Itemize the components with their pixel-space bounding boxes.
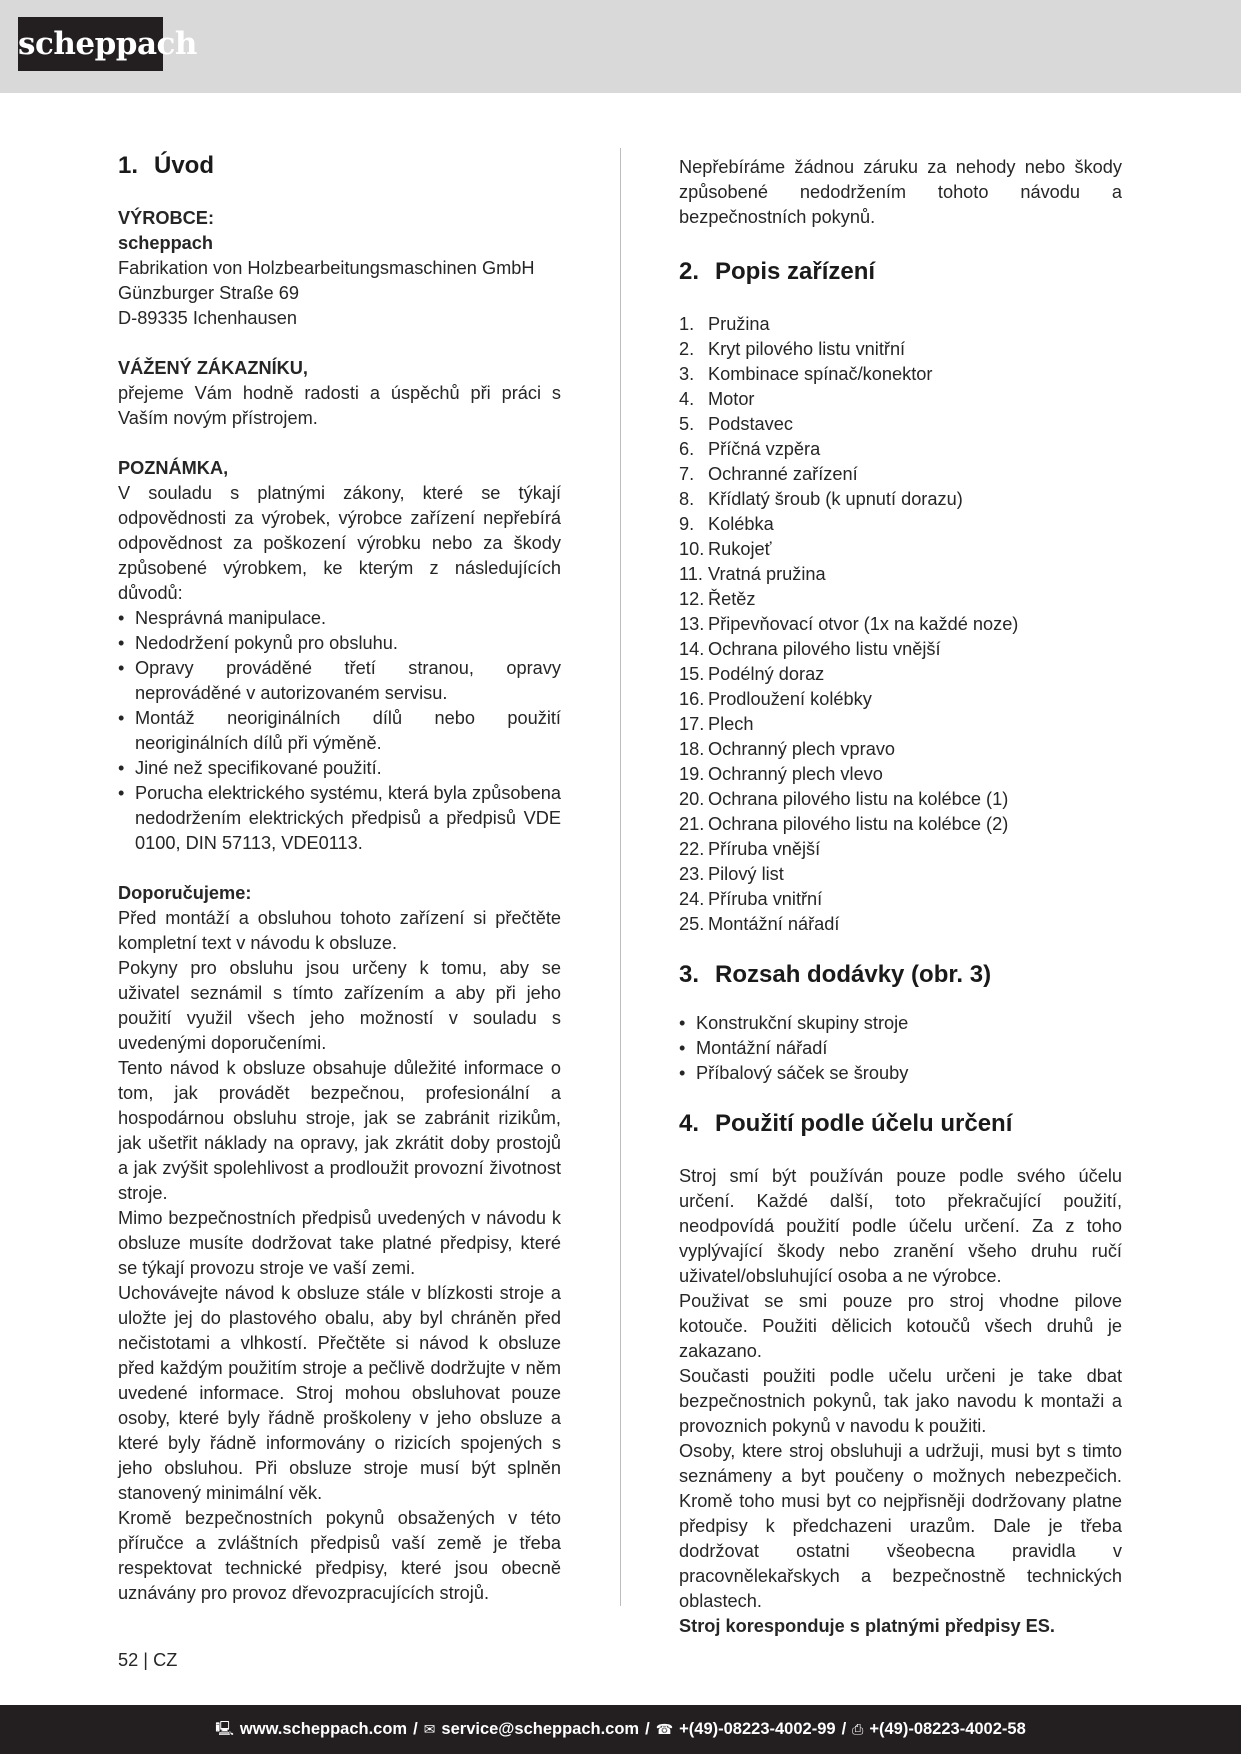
section-number: 2. (679, 258, 700, 285)
part-number: 22. (679, 839, 705, 859)
list-item: • Porucha elektrického systému, která byla způsobena nedodržením elektrických předpisů a předpisů VDE 0100, DIN 57113, VDE0113. (118, 781, 561, 856)
part-name: Podélný doraz (708, 664, 825, 684)
recommend-paragraph: Tento návod k obsluze obsahuje důležité informace o tom, jak provádět bezpečnou, profesionální a hospodárnou obsluhu stroje, jak se zabránit rizikům, jak ušetřit náklady na opravy, jak zkrátit doby prostojů a jak zvýšit spolehlivost a prodloužit provozní životnost stroje. (118, 1058, 561, 1203)
dear-customer-label: VÁŽENÝ ZÁKAZNÍKU, (118, 358, 308, 378)
part-number: 19. (679, 764, 705, 784)
fax-icon: ⎙ (852, 1721, 864, 1737)
address-line: Fabrikation von Holzbearbeitungsmaschinen GmbH (118, 258, 535, 278)
section-title: Popis zařízení (715, 258, 876, 285)
part-number: 9. (679, 514, 695, 534)
computer-icon: 🖳 (215, 1719, 234, 1736)
parts-list-item (679, 537, 1122, 562)
part-name: Prodloužení kolébky (708, 689, 872, 709)
parts-list-item (679, 612, 1122, 637)
parts-list-item (679, 687, 1122, 712)
recommend-paragraph: Kromě bezpečnostních pokynů obsažených v této příručce a zvláštních předpisů vaší země je třeba respektovat technické předpisy, které jsou obecně uznávány pro provoz dřevozpracujících strojů. (118, 1508, 561, 1603)
mail-icon: ✉ (423, 1721, 436, 1737)
email-link[interactable]: service@scheppach.com (441, 1720, 640, 1738)
part-number: 12. (679, 589, 705, 609)
part-name: Pilový list (708, 864, 784, 884)
parts-list-item (679, 762, 1122, 787)
part-number: 15. (679, 664, 705, 684)
parts-list (679, 312, 1122, 937)
parts-list-item (679, 362, 1122, 387)
parts-list-item (679, 312, 1122, 337)
use-paragraph: Osoby, ktere stroj obsluhuji a udržuji, musi byt s timto seznámeny a byt poučeny o možnych nebezpečich. Kromě toho musi byt co nejpřisněji dodržovany platne předpisy k předchazeni urazům. Dale je třeba dodržovat ostatni všeobecna pravidla v pracovnělekařskych a bezpečnostně technických oblastech. (679, 1441, 1122, 1611)
part-name: Montážní nářadí (708, 914, 840, 934)
part-name: Kombinace spínač/konektor (708, 364, 933, 384)
header-band (0, 0, 1241, 93)
part-name: Podstavec (708, 414, 793, 434)
part-number: 25. (679, 914, 705, 934)
part-number: 18. (679, 739, 705, 759)
list-item: • Příbalový sáček se šrouby (679, 1061, 1122, 1086)
part-name: Ochranné zařízení (708, 464, 858, 484)
parts-list-item (679, 712, 1122, 737)
page-num: 52 (118, 1650, 139, 1670)
part-number: 1. (679, 314, 695, 334)
address-line: Günzburger Straße 69 (118, 283, 299, 303)
part-number: 14. (679, 639, 705, 659)
manufacturer-name: scheppach (118, 233, 214, 253)
part-number: 3. (679, 364, 695, 384)
parts-list-item (679, 862, 1122, 887)
part-number: 23. (679, 864, 705, 884)
parts-list-item (679, 437, 1122, 462)
dear-customer-text: přejeme Vám hodně radosti a úspěchů při práci s Vaším novým přístrojem. (118, 383, 561, 428)
part-name: Ochranný plech vlevo (708, 764, 883, 784)
recommend-paragraph: Uchovávejte návod k obsluze stále v blízkosti stroje a uložte jej do plastového obalu, aby byl chráněn před nečistotami a vlhkostí. Přečtěte si návod k obsluze před každým použitím stroje a pečlivě dodržujte v něm uvedené informace. Stroj mohou obsluhovat pouze osoby, které byly řádně proškoleny v jeho obsluze a které byly řádně informovány o rizicích spojených s jeho obsluhou. Při obsluze stroje musí být splněn stanovený minimální věk. (118, 1283, 561, 1503)
parts-list-item (679, 837, 1122, 862)
part-number: 4. (679, 389, 695, 409)
list-item: • Montážní nářadí (679, 1036, 1122, 1061)
column-divider (620, 148, 621, 1606)
part-number: 8. (679, 489, 695, 509)
part-number: 2. (679, 339, 695, 359)
part-number: 16. (679, 689, 705, 709)
warranty-text: Nepřebíráme žádnou záruku za nehody nebo škody způsobené nedodržením tohoto návodu a bezpečnostních pokynů. (679, 157, 1122, 227)
separator: / (841, 1720, 847, 1738)
part-number: 13. (679, 614, 705, 634)
part-name: Křídlatý šroub (k upnutí dorazu) (708, 489, 963, 509)
list-item: • Konstrukční skupiny stroje (679, 1011, 1122, 1036)
recommend-label: Doporučujeme: (118, 883, 252, 903)
parts-list-item (679, 812, 1122, 837)
note-text: V souladu s platnými zákony, které se týkají odpovědnosti za výrobek, výrobce zařízení nepřebírá odpovědnost za poškození výrobku nebo za škody způsobené výrobkem, ke kterým z následujících důvodů: (118, 483, 561, 603)
part-name: Příruba vnější (708, 839, 821, 859)
part-number: 17. (679, 714, 705, 734)
section-2-heading (679, 256, 1122, 288)
part-name: Vratná pružina (708, 564, 826, 584)
section-3-heading (679, 959, 1122, 991)
section-title: Rozsah dodávky (obr. 3) (715, 961, 992, 988)
parts-list-item (679, 387, 1122, 412)
part-number: 11. (679, 564, 703, 584)
address-line: D-89335 Ichenhausen (118, 308, 297, 328)
part-name: Kolébka (708, 514, 774, 534)
part-name: Plech (708, 714, 754, 734)
part-name: Ochranný plech vpravo (708, 739, 896, 759)
use-paragraph: Použivat se smi pouze pro stroj vhodne pilove kotouče. Použiti dělicich kotoučů všech druhů je zakazano. (679, 1291, 1122, 1361)
part-number: 24. (679, 889, 705, 909)
section-4-heading (679, 1108, 1122, 1140)
list-item: • Nesprávná manipulace. (118, 606, 561, 631)
parts-list-item (679, 912, 1122, 937)
part-name: Příruba vnitřní (708, 889, 823, 909)
footer-contact-bar (0, 1705, 1241, 1754)
part-name: Pružina (708, 314, 770, 334)
language-code: CZ (153, 1650, 178, 1670)
part-name: Kryt pilového listu vnitřní (708, 339, 906, 359)
section-title: Úvod (154, 152, 214, 179)
parts-list-item (679, 337, 1122, 362)
parts-list-item (679, 662, 1122, 687)
parts-list-item (679, 412, 1122, 437)
fax-number: +(49)-08223-4002-58 (869, 1720, 1026, 1738)
separator: / (645, 1720, 650, 1738)
note-bullet-list (118, 606, 561, 856)
phone-number: +(49)-08223-4002-99 (679, 1720, 836, 1738)
part-name: Příčná vzpěra (708, 439, 821, 459)
section-number: 3. (679, 961, 700, 988)
part-name: Ochrana pilového listu vnější (708, 639, 941, 659)
part-number: 6. (679, 439, 695, 459)
manufacturer-label: VÝROBCE: (118, 208, 214, 228)
parts-list-item (679, 587, 1122, 612)
section-1-heading (118, 150, 561, 182)
parts-list-item (679, 637, 1122, 662)
section-title: Použití podle účelu určení (715, 1110, 1013, 1137)
delivery-list (679, 1011, 1122, 1086)
recommend-paragraph: Před montáží a obsluhou tohoto zařízení si přečtěte kompletní text v návodu k obsluze. (118, 908, 561, 953)
parts-list-item (679, 512, 1122, 537)
parts-list-item (679, 562, 1122, 587)
part-number: 5. (679, 414, 695, 434)
use-paragraph: Stroj smí být používán pouze podle svého účelu určení. Každé další, toto překračující použití, neodpovídá použití podle účelu určení. Za z toho vyplývající škody nebo zranění všeho druhu ručí uživatel/obsluhující osoba a ne výrobce. (679, 1166, 1122, 1286)
part-name: Ochrana pilového listu na kolébce (2) (708, 814, 1009, 834)
recommend-paragraph: Mimo bezpečnostních předpisů uvedených v návodu k obsluze musíte dodržovat take platné předpisy, které se týkají provozu stroje ve vaší zemi. (118, 1208, 561, 1278)
website-link[interactable]: www.scheppach.com (239, 1720, 408, 1738)
note-label: POZNÁMKA, (118, 458, 229, 478)
left-column (118, 150, 561, 1606)
parts-list-item (679, 787, 1122, 812)
list-item: • Montáž neoriginálních dílů nebo použití neoriginálních dílů při výměně. (118, 706, 561, 756)
use-paragraph: Současti použiti podle učelu určeni je take dbat bezpečnostnich pokynů, tak jako navodu k montaži a provoznich pokynů v navodu k použiti. (679, 1366, 1122, 1436)
part-name: Připevňovací otvor (1x na každé noze) (708, 614, 1019, 634)
part-number: 7. (679, 464, 695, 484)
parts-list-item (679, 737, 1122, 762)
parts-list-item (679, 887, 1122, 912)
part-name: Ochrana pilového listu na kolébce (1) (708, 789, 1009, 809)
part-number: 10. (679, 539, 705, 559)
parts-list-item (679, 462, 1122, 487)
list-item: • Nedodržení pokynů pro obsluhu. (118, 631, 561, 656)
list-item: • Opravy prováděné třetí stranou, opravy neprováděné v autorizovaném servisu. (118, 656, 561, 706)
part-name: Motor (708, 389, 755, 409)
recommend-paragraph: Pokyny pro obsluhu jsou určeny k tomu, aby se uživatel seznámil s tímto zařízením a aby při jeho použití využil všech jeho možností v souladu s uvedenými doporučeními. (118, 958, 561, 1053)
scheppach-logo: scheppach (18, 17, 163, 71)
part-number: 20. (679, 789, 705, 809)
section-number: 4. (679, 1110, 700, 1137)
part-number: 21. (679, 814, 705, 834)
list-item: • Jiné než specifikované použití. (118, 756, 561, 781)
conformity-statement: Stroj koresponduje s platnými předpisy ES. (679, 1616, 1055, 1636)
separator: / (413, 1720, 418, 1738)
section-number: 1. (118, 152, 139, 179)
parts-list-item (679, 487, 1122, 512)
phone-icon: ☎ (655, 1721, 674, 1737)
part-name: Rukojeť (708, 539, 772, 559)
page-number: 52 | CZ (118, 1650, 178, 1670)
part-name: Řetěz (708, 589, 756, 609)
right-column (679, 155, 1122, 1639)
